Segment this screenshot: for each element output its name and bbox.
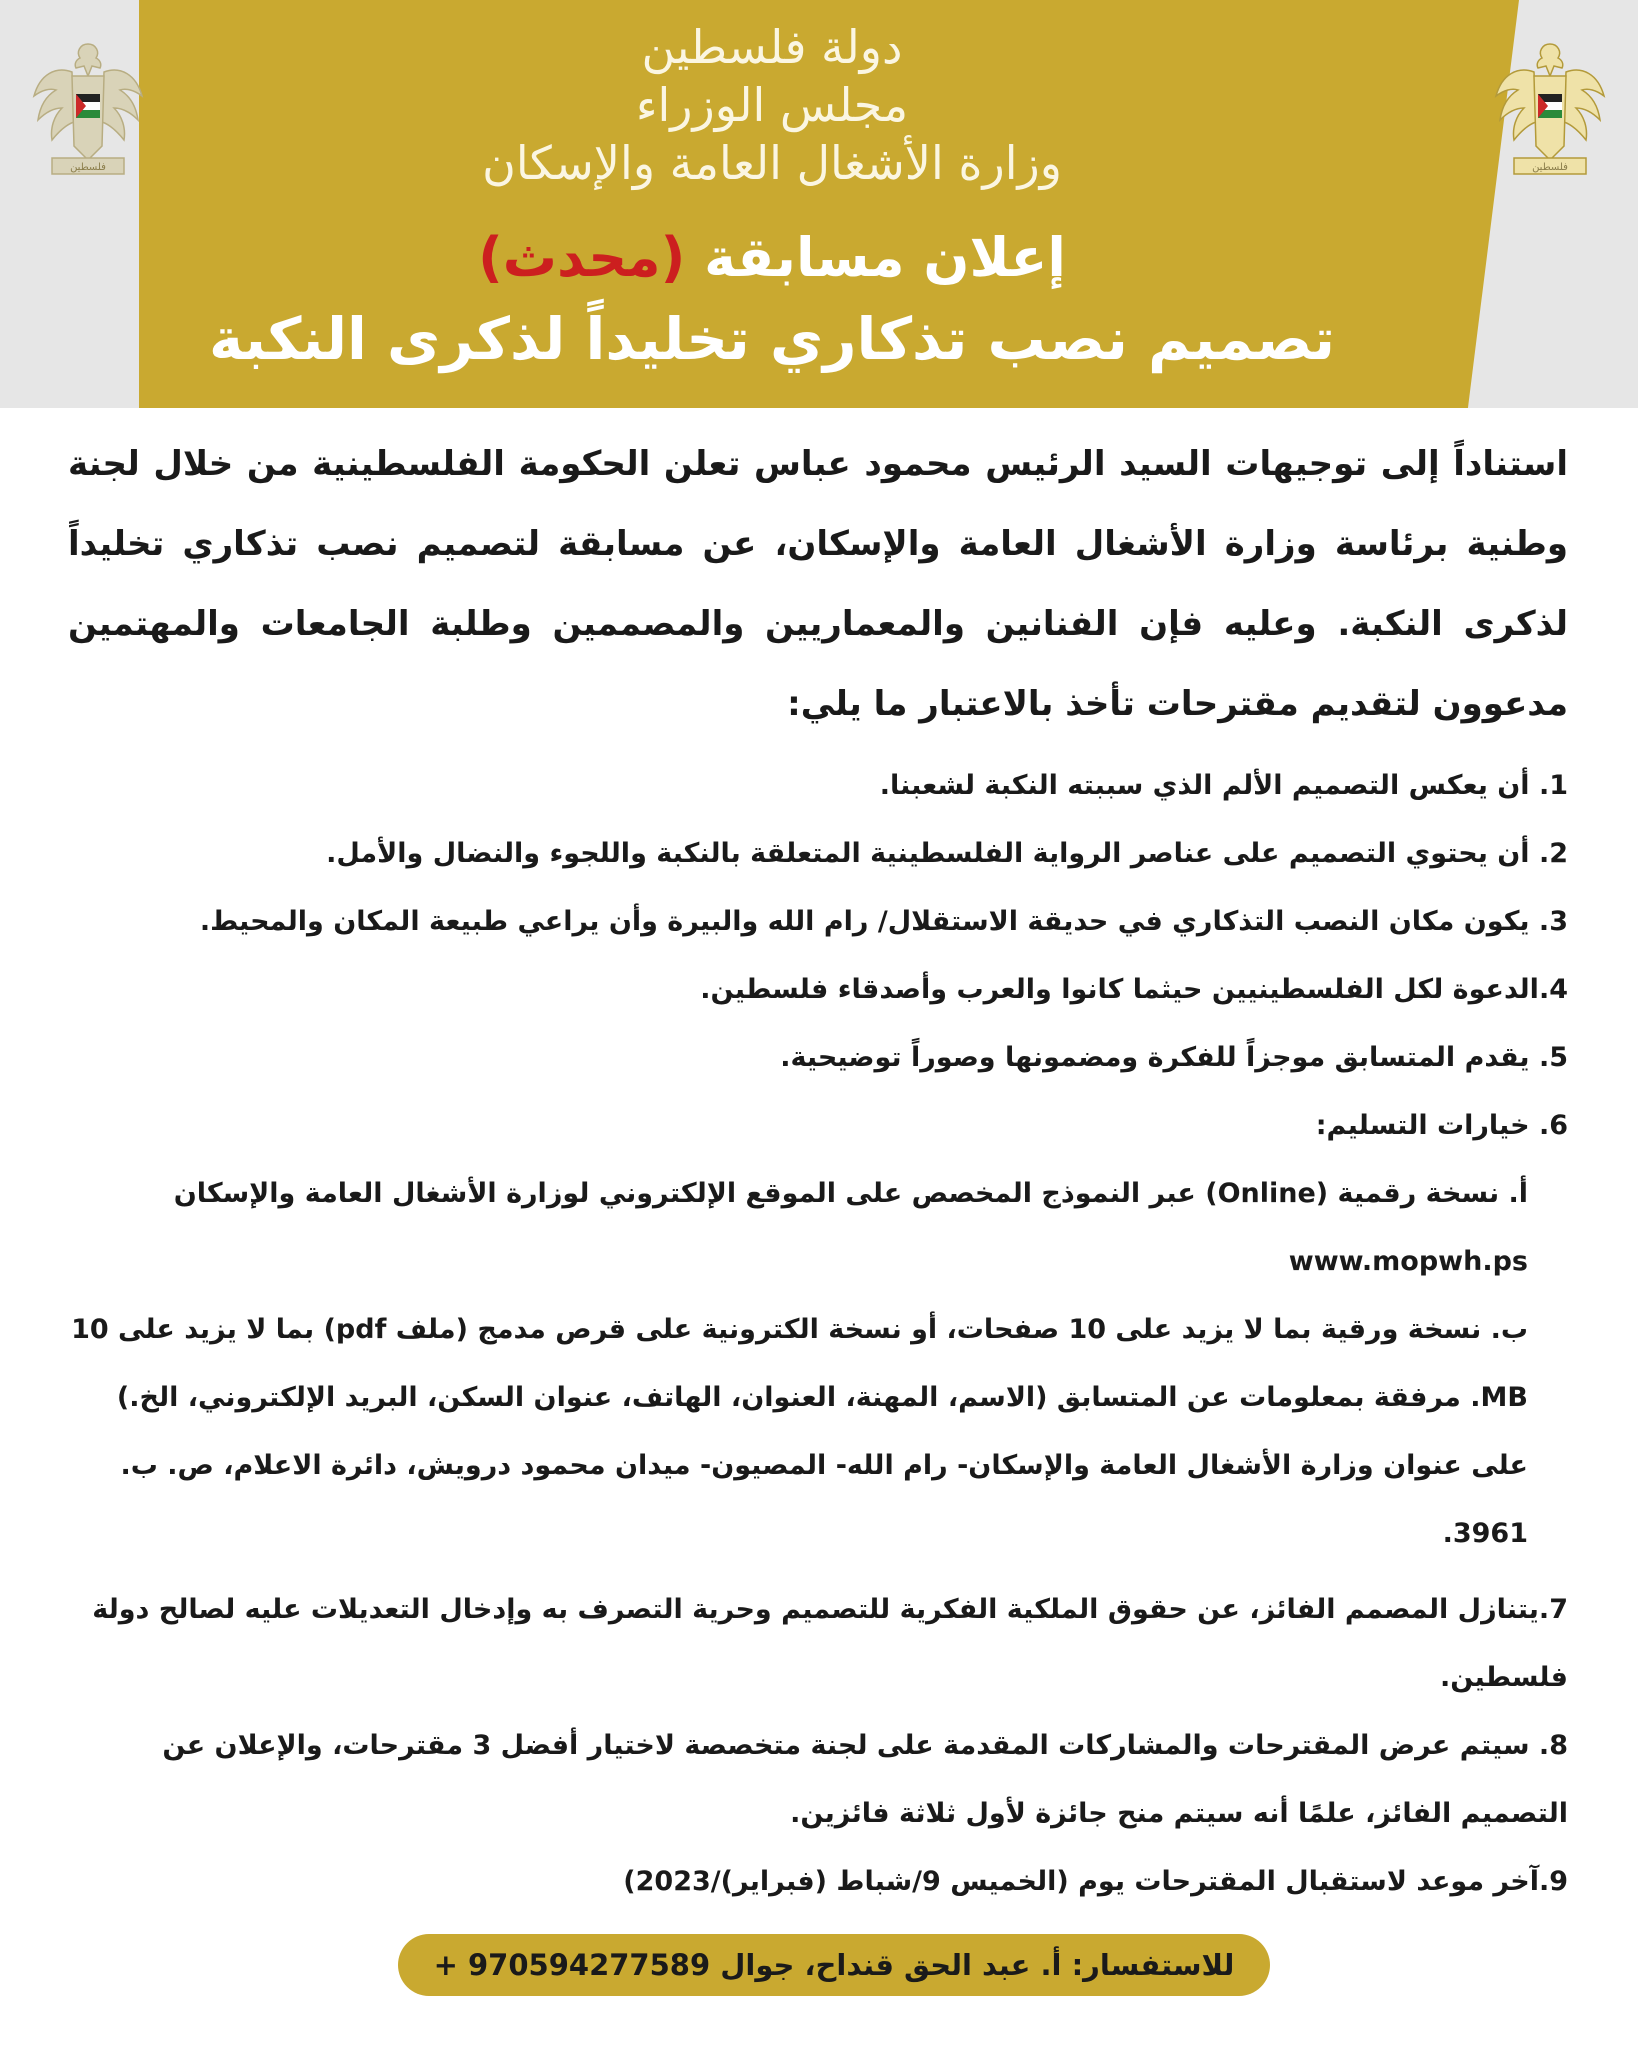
list-item: 5. يقدم المتسابق موجزاً للفكرة ومضمونها وصوراً توضيحية. — [780, 1042, 1568, 1073]
emblem-caption: فلسطين — [1532, 162, 1568, 173]
list-item: 4.الدعوة لكل الفلسطينيين حيثما كانوا والعرب وأصدقاء فلسطين. — [700, 974, 1568, 1005]
list-item: 8. سيتم عرض المقترحات والمشاركات المقدمة على لجنة متخصصة لاختيار أفضل 3 مقترحات، والإعلان عن التصميم الفائز، علمًا أنه سيتم منح جائزة لأول ثلاثة فائزين. — [162, 1730, 1568, 1829]
delivery-option-digital: أ. نسخة رقمية (Online) عبر النموذج المخصص على الموقع الإلكتروني لوزارة الأشغال العامة والإسكان www.mopwh.ps — [173, 1178, 1528, 1277]
list-item: 1. أن يعكس التصميم الألم الذي سببته النكبة لشعبنا. — [879, 770, 1568, 801]
contact-banner — [398, 1934, 1270, 1996]
delivery-option-paper: ب. نسخة ورقية بما لا يزيد على 10 صفحات، أو نسخة الكترونية على قرص مدمج (ملف pdf) بما لا يزيد على 10 MB. مرفقة بمعلومات عن المتسابق (الاسم، المهنة، العنوان، الهاتف، عنوان السكن، البريد الإلكتروني، الخ.) على عنوان وزارة الأشغال العامة والإسكان- رام الله- المصيون- ميدان محمود درويش، دائرة الاعلام، ص. ب. 3961. — [71, 1314, 1528, 1549]
conditions-list-continued — [68, 1576, 1568, 1916]
intro-paragraph: استناداً إلى توجيهات السيد الرئيس محمود عباس تعلن الحكومة الفلسطينية من خلال لجنة وطنية برئاسة وزارة الأشغال العامة والإسكان، عن مسابقة لتصميم نصب تذكاري تخليداً لذكرى النكبة. وعليه فإن الفنانين والمعماريين والمصممين وطلبة الجامعات والمهتمين مدعوون لتقديم مقترحات تأخذ بالاعتبار ما يلي: — [68, 444, 1568, 724]
palestine-eagle-emblem-icon — [28, 36, 148, 196]
contact-text: للاستفسار: أ. عبد الحق قنداح، جوال 970594277589 + — [433, 1948, 1235, 1982]
conditions-list — [68, 752, 1568, 1160]
ministry-heading — [139, 18, 1405, 192]
ministry-name: وزارة الأشغال العامة والإسكان — [482, 136, 1062, 190]
announcement-body — [68, 424, 1568, 1916]
list-item: 2. أن يحتوي التصميم على عناصر الرواية الفلسطينية المتعلقة بالنكبة واللجوء والنضال والأمل. — [326, 838, 1568, 869]
emblem-caption: فلسطين — [70, 162, 106, 173]
title-prefix: إعلان مسابقة — [704, 226, 1066, 289]
competition-subtitle: تصميم نصب تذكاري تخليداً لذكرى النكبة — [208, 305, 1336, 373]
list-item: 7.يتنازل المصمم الفائز، عن حقوق الملكية الفكرية للتصميم وحرية التصرف به وإدخال التعديلات عليه لصالح دولة فلسطين. — [92, 1594, 1568, 1693]
state-name: دولة فلسطين — [641, 20, 903, 74]
title-line — [139, 218, 1405, 298]
council-name: مجلس الوزراء — [635, 78, 909, 132]
updated-label: (محدث) — [478, 226, 686, 289]
list-item: 9.آخر موعد لاستقبال المقترحات يوم (الخميس 9/شباط (فبراير)/2023) — [623, 1866, 1568, 1897]
palestine-eagle-emblem-icon — [1490, 36, 1610, 196]
list-item: 6. خيارات التسليم: — [1315, 1110, 1568, 1141]
announcement-title — [139, 218, 1405, 380]
list-item: 3. يكون مكان النصب التذكاري في حديقة الاستقلال/ رام الله والبيرة وأن يراعي طبيعة المكان والمحيط. — [199, 906, 1568, 937]
